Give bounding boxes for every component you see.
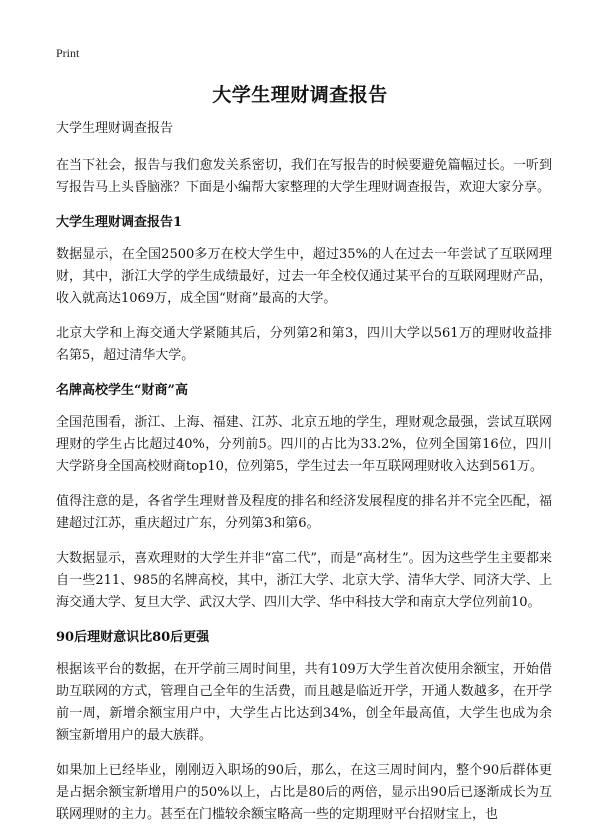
paragraph: 全国范围看，浙江、上海、福建、江苏、北京五地的学生，理财观念最强，尝试互联网理财的学生占比超过40%，分列前5。四川的占比为33.2%，位列全国第16位，四川大学跻身全国高校财商top10，位列第5，学生过去一年互联网理财收入达到561万。	[56, 415, 552, 474]
paragraph: 大数据显示，喜欢理财的大学生并非“富二代”，而是“高材生”。因为这些学生主要都来自一些211、985的名牌高校，其中，浙江大学、北京大学、清华大学、同济大学、上海交通大学、复旦大学、武汉大学、四川大学、华中科技大学和南京大学位列前10。	[56, 551, 552, 610]
page-title: 大学生理财调查报告	[212, 84, 388, 106]
paragraph: 根据该平台的数据，在开学前三周时间里，共有109万大学生首次使用余额宝，开始借助互联网的方式，管理自己全年的生活费，而且越是临近开学，开通人数越多，在开学前一周，新增余额宝用户中，大学生占比达到34%，创全年最高值，大学生也成为余额宝新增用户的最大族群。	[56, 662, 552, 743]
article-body	[56, 118, 552, 839]
paragraph: 值得注意的是，各省学生理财普及程度的排名和经济发展程度的排名并不完全匹配，福建超过江苏，重庆超过广东，分列第3和第6。	[56, 494, 552, 531]
print-link[interactable]: Print	[56, 46, 80, 60]
paragraph: 数据显示，在全国2500多万在校大学生中，超过35%的人在过去一年尝试了互联网理财，其中，浙江大学的学生成绩最好，过去一年全校仅通过某平台的互联网理财产品，收入就高达1069万，成全国“财商”最高的大学。	[56, 247, 552, 306]
section-heading: 大学生理财调查报告1	[56, 215, 183, 230]
section-heading: 90后理财意识比80后更强	[56, 630, 210, 645]
paragraph: 北京大学和上海交通大学紧随其后，分列第2和第3，四川大学以561万的理财收益排名第5，超过清华大学。	[56, 326, 552, 363]
section-heading: 名牌高校学生“财商”高	[56, 383, 188, 398]
intro-paragraph: 在当下社会，报告与我们愈发关系密切，我们在写报告的时候要避免篇幅过长。一听到写报告马上头昏脑涨？下面是小编帮大家整理的大学生理财调查报告，欢迎大家分享。	[56, 158, 552, 195]
article-subtitle: 大学生理财调查报告	[56, 121, 174, 136]
paragraph: 如果加上已经毕业，刚刚迈入职场的90后，那么，在这三周时间内，整个90后群体更是占据余额宝新增用户的50%以上，占比是80后的两倍，显示出90后已逐渐成长为互联网理财的主力。甚至在门槛较余额宝略高一些的定期理财平台招财宝上，也	[56, 763, 552, 822]
